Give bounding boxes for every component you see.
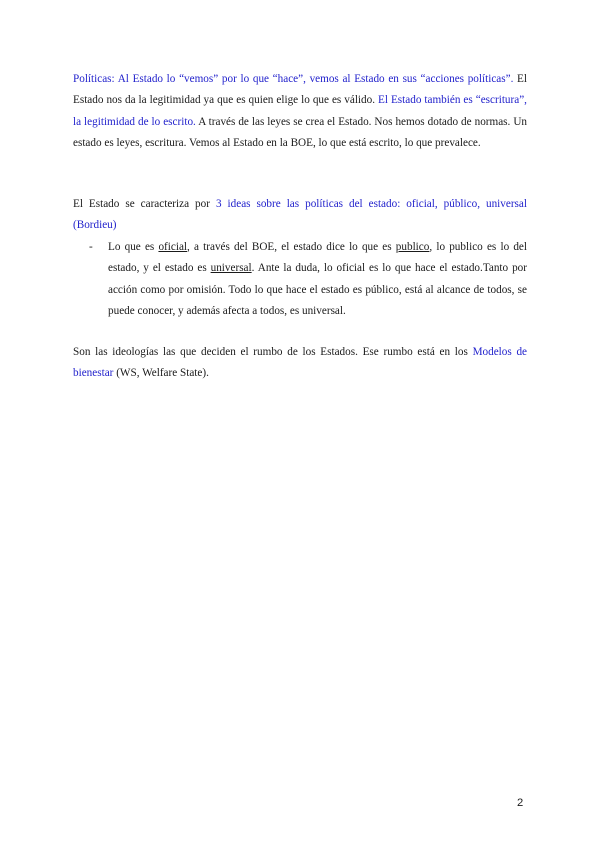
word-universal: universal: [210, 262, 252, 275]
text-welfare-state: (WS, Welfare State).: [113, 367, 209, 380]
word-oficial: oficial: [158, 241, 188, 253]
text-ideologias: Son las ideologías las que deciden el rumbo de los Estados. Ese rumbo está en los: [73, 346, 473, 358]
bullet-text-part: , a través del BOE, el estado dice lo que es: [187, 241, 396, 253]
bullet-item-oficial-publico-universal: [108, 237, 527, 322]
bullet-text-part: , lo publico es lo del estado, y el estado es: [108, 241, 528, 275]
highlight-escritura: El Estado también es “escritura”, la legitimidad de lo escrito.: [73, 94, 527, 128]
text-legitimidad: El Estado nos da la legitimidad ya que es quien elige lo que es válido.: [73, 73, 527, 107]
highlight-3-ideas: 3 ideas sobre las políticas del estado: oficial, público, universal (Bordieu): [73, 198, 527, 232]
page-number: 2: [517, 797, 524, 809]
paragraph-caracteriza: [73, 194, 527, 237]
word-publico: publico: [395, 241, 430, 253]
bullet-text-part: . Ante la duda, lo oficial es lo que hace el estado.Tanto por acción como por omisión. Todo lo que hace el estado es público, está al alcance de todos, se puede conocer, y además afecta a todos, es universal.: [108, 262, 527, 317]
paragraph-politicas: [73, 69, 527, 154]
paragraph-ideologias: [73, 342, 527, 385]
text-caracteriza: El Estado se caracteriza por: [73, 198, 216, 210]
bullet-dash: -: [89, 241, 93, 253]
highlight-modelos-bienestar: Modelos de bienestar: [73, 346, 527, 380]
bullet-text-part: Lo que es: [108, 241, 159, 253]
text-leyes: A través de las leyes se crea el Estado. Nos hemos dotado de normas. Un estado es leyes, escritura. Vemos al Estado en la BOE, lo que está escrito, lo que prevalece.: [73, 115, 527, 149]
highlight-politicas: Políticas: Al Estado lo “vemos” por lo que “hace”, vemos al Estado en sus “acciones políticas”.: [73, 73, 514, 85]
